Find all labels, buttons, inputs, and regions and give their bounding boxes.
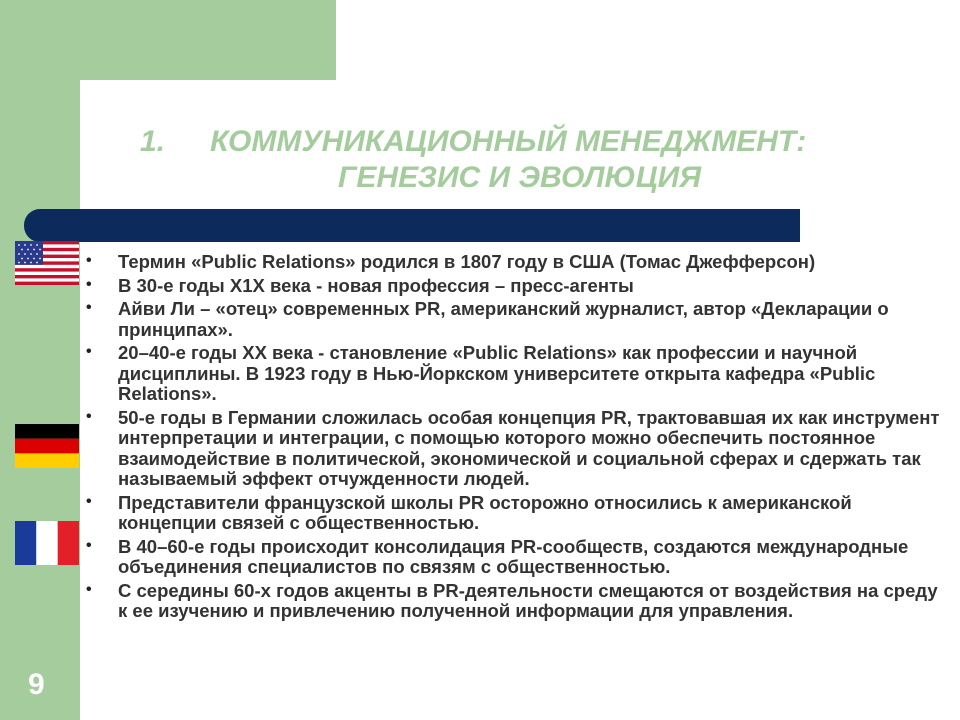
list-item xyxy=(86,408,946,490)
bullet-text: 20–40-е годы ХХ века - становление «Public Relations» как профессии и научной дисциплины. В 1923 году в Нью-Йоркском университете открыта кафедра «Public Relations». xyxy=(118,342,876,404)
germany-flag-icon xyxy=(15,424,79,468)
bullet-text: В 40–60-е годы происходит консолидация PR-сообществ, создаются международные объединения специалистов по связям с общественностью. xyxy=(118,535,909,577)
list-item xyxy=(86,493,946,534)
bullet-text: Представители французской школы PR осторожно относились к американской концепции связей с общественностью. xyxy=(118,491,852,533)
list-item xyxy=(86,537,946,578)
list-item xyxy=(86,252,946,273)
bullet-icon: • xyxy=(86,536,92,554)
bullet-icon: • xyxy=(86,343,92,360)
bullet-icon: • xyxy=(86,492,92,510)
green-top-band xyxy=(0,0,336,80)
page-number: 9 xyxy=(28,668,45,701)
list-item xyxy=(86,581,946,622)
bullet-text: Айви Ли – «отец» современных PR, американский журналист, автор «Декларации о принципах». xyxy=(118,298,889,340)
bullet-text: С середины 60-х годов акценты в PR-деятельности смещаются от воздействия на среду к ее изучению и привлечению полученной информации для управления. xyxy=(118,579,938,621)
list-item xyxy=(86,299,946,340)
list-item xyxy=(86,343,946,405)
bullet-icon: • xyxy=(86,580,92,598)
navy-divider-bar xyxy=(24,209,800,242)
bullet-text: 50-е годы в Германии сложилась особая концепция PR, трактовавшая их как инструмент интерпретации и интеграции, с помощью которого можно обеспечить постоянное взаимодействие в политической, экономической и социальной сферах и сдержать так называемый эффект отчужденности людей. xyxy=(118,406,940,489)
bullet-icon: • xyxy=(86,252,92,269)
bullet-icon: • xyxy=(86,299,92,316)
bullet-icon: • xyxy=(86,407,92,425)
france-flag-icon xyxy=(15,521,79,565)
title-line-1: КОММУНИКАЦИОННЫЙ МЕНЕДЖМЕНТ: xyxy=(210,125,807,158)
bullet-text: Термин «Public Relations» родился в 1807 году в США (Томас Джефферсон) xyxy=(118,251,816,272)
green-left-band xyxy=(0,0,80,720)
bullet-icon: • xyxy=(86,275,92,293)
bullet-list xyxy=(86,252,946,625)
list-item xyxy=(86,276,946,297)
title-line-2: ГЕНЕЗИС И ЭВОЛЮЦИЯ xyxy=(338,161,702,194)
usa-flag-icon xyxy=(15,241,79,285)
bullet-text: В 30-е годы Х1Х века - новая профессия – пресс-агенты xyxy=(118,274,634,296)
title-number: 1. xyxy=(140,125,166,158)
